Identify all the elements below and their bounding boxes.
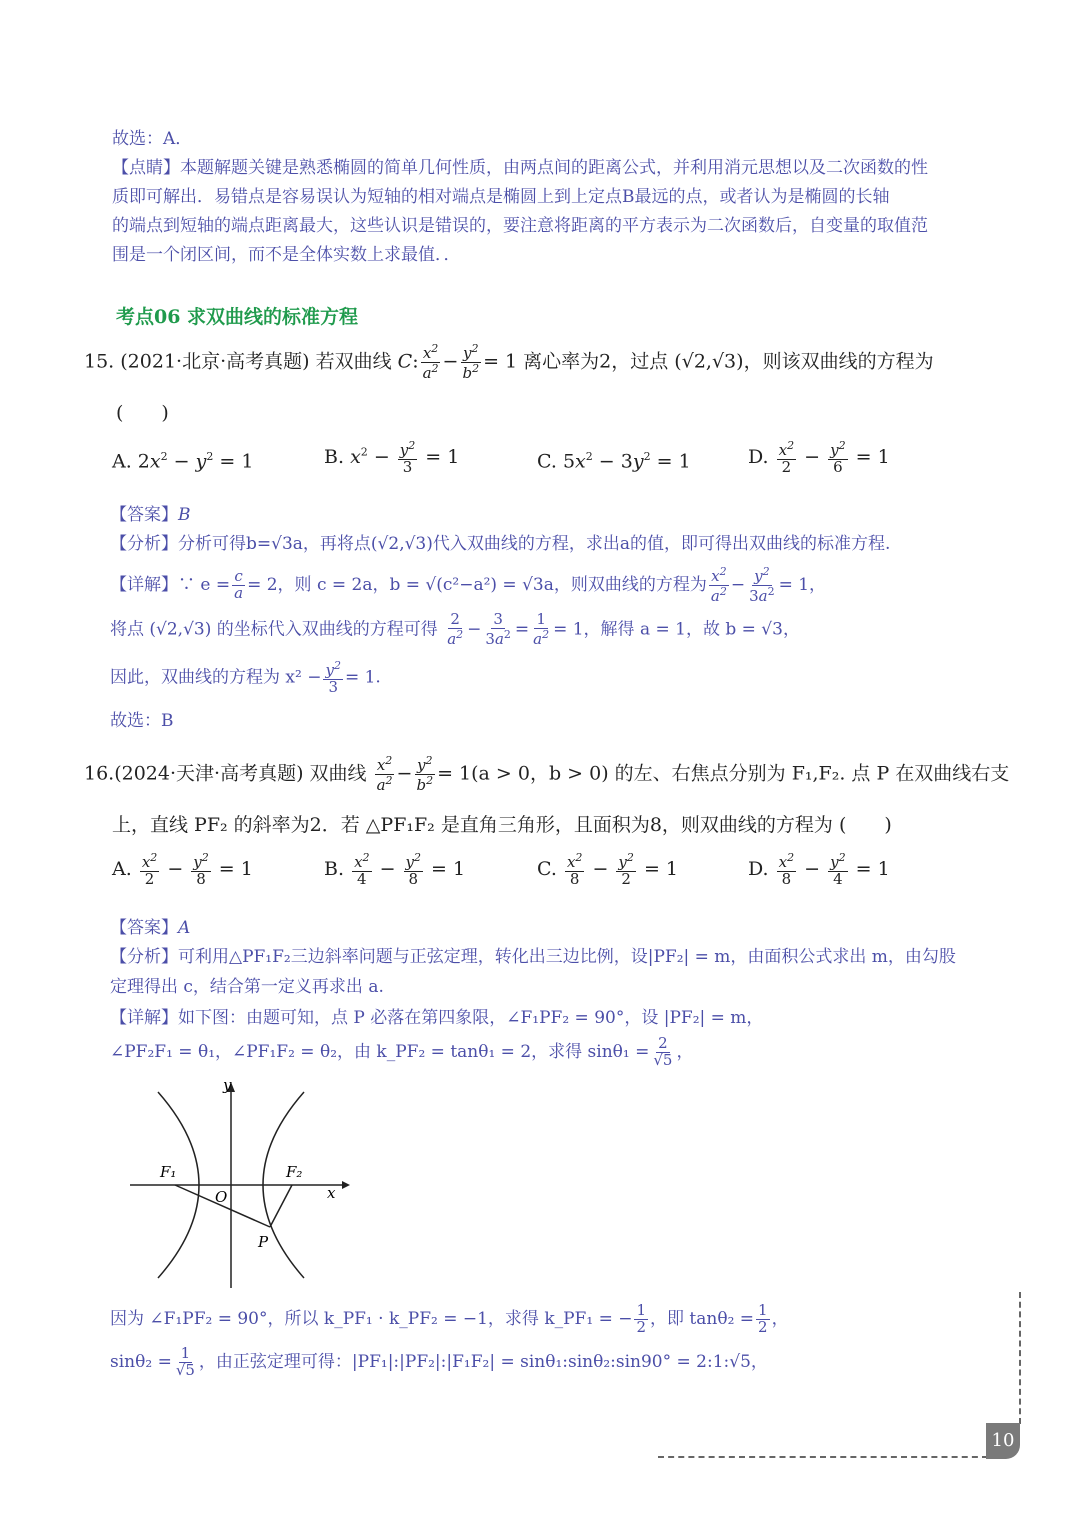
segment-pf2 (270, 1185, 292, 1227)
section-heading: 考点06 求双曲线的标准方程 (116, 306, 359, 328)
q15-detail-2: 将点 (√2,√3) 的坐标代入双曲线的方程可得 $\frac{2}{a^2}$ − $\frac{3}{3a^2}$ = $\frac{1}{a^2}$ = 1，解得 a = 1，故 b = √3， (110, 610, 800, 648)
q15-paren: ( ) (116, 402, 169, 424)
f1-label: F₁ (160, 1163, 177, 1181)
x-axis-arrow (342, 1181, 350, 1189)
q16-answer: 【答案】A (110, 918, 191, 938)
q15-stem: 15. (2021·北京·高考真题) 若双曲线 C: $\frac{x^2}{a^2}$ − $\frac{y^2}{b^2}$ = 1 离心率为2，过点 (√2,√3)，则该双曲线的方程为 (84, 342, 934, 382)
q16-option-c: C. $\frac{x^2}{8}$ − $\frac{y^2}{2}$ = 1 (537, 851, 678, 888)
q15-option-c: C. $5x^2 - 3y^2 = 1$ (537, 450, 691, 473)
q15-detail-1: 【详解】∵ e = $\frac{c}{a}$ = 2，则 c = 2a，b = √(c²−a²) = √3a，则双曲线的方程为 $\frac{x^2}{a^2}$ − $\frac{y^2}{3a^2}$ = 1， (110, 565, 827, 605)
prev-answer-line: 故选：A． (112, 129, 193, 149)
q15-detail-3: 因此，双曲线的方程为 x² − $\frac{y^2}{3}$ = 1. (110, 659, 381, 696)
p-label: P (258, 1233, 269, 1251)
q15-answer: 【答案】B (110, 505, 191, 525)
q16-option-b: B. $\frac{x^2}{4}$ − $\frac{y^2}{8}$ = 1 (324, 851, 466, 888)
q15-option-d: D. $\frac{x^2}{2}$ − $\frac{y^2}{6}$ = 1 (748, 439, 890, 476)
q16-detail-3: 因为 ∠F₁PF₂ = 90°，所以 k_PF₁ · k_PF₂ = −1，求得 k_PF₁ = − $\frac{1}{2}$ ，即 tanθ₂ = $\frac{1}{2}$ ， (110, 1301, 789, 1336)
page-border-vertical (1019, 1292, 1021, 1424)
q15-text-a: 若双曲线 (315, 350, 392, 373)
y-label: y (223, 1076, 232, 1094)
q15-option-b: B. $x^2$ − $\frac{y^2}{3}$ = 1 (324, 439, 460, 476)
note-tag: 【点睛】 (112, 158, 180, 178)
q15-number: 15. (84, 350, 115, 373)
q15-source: (2021·北京·高考真题) (120, 350, 310, 373)
hyperbola-figure (120, 1074, 350, 1294)
q16-option-d: D. $\frac{x^2}{8}$ − $\frac{y^2}{4}$ = 1 (748, 851, 890, 888)
q16-stem: 16.(2024·天津·高考真题) 双曲线 $\frac{x^2}{a^2}$ − $\frac{y^2}{b^2}$ = 1(a > 0，b > 0) 的左、右焦点分别为 F₁,F₂. 点 P 在双曲线右支 (84, 754, 1010, 794)
x-label: x (327, 1184, 336, 1202)
q15-final: 故选：B (110, 711, 174, 731)
f2-label: F₂ (286, 1163, 303, 1181)
prev-note-line-4: 围是一个闭区间，而不是全体实数上求最值．． (112, 245, 461, 265)
page-border-horizontal (658, 1456, 988, 1458)
prev-note-line-1 (112, 153, 928, 178)
prev-note-line-2: 质即可解出．易错点是容易误认为短轴的相对端点是椭圆上到上定点B最远的点，或者认为是椭圆的长轴 (112, 187, 890, 207)
q15-text-c: ，则该双曲线的方程为 (743, 350, 934, 373)
q16-line2: 上，直线 PF₂ 的斜率为2．若 △PF₁F₂ 是直角三角形，且面积为8，则双曲线的方程为 ( ) (112, 814, 892, 836)
q16-option-a: A. $\frac{x^2}{2}$ − $\frac{y^2}{8}$ = 1 (112, 851, 253, 888)
q15-analysis: 【分析】分析可得b=√3a，再将点(√2,√3)代入双曲线的方程，求出a的值，即可得出双曲线的标准方程. (110, 534, 891, 554)
q16-detail-1: 【详解】如下图：由题可知，点 P 必落在第四象限，∠F₁PF₂ = 90°，设 |PF₂| = m， (110, 1008, 764, 1028)
q16-detail-4: sinθ₂ = $\frac{1}{√5}$ ，由正弦定理可得：|PF₁|:|PF₂|:|F₁F₂| = sinθ₁:sinθ₂:sin90° = 2:1:√5， (110, 1344, 768, 1379)
q16-analysis-1: 【分析】可利用△PF₁F₂三边斜率问题与正弦定理，转化出三边比例，设|PF₂| = m，由面积公式求出 m，由勾股 (110, 947, 956, 967)
q15-text-b: 离心率为2，过点 (523, 350, 669, 373)
note-text-1: 本题解题关键是熟悉椭圆的简单几何性质，由两点间的距离公式，并利用消元思想以及二次函数的性 (180, 158, 928, 178)
page-number: 10 (986, 1423, 1020, 1459)
q16-analysis-2: 定理得出 c，结合第一定义再求出 a. (110, 977, 384, 997)
q16-detail-2: ∠PF₂F₁ = θ₁，∠PF₁F₂ = θ₂，由 k_PF₂ = tanθ₁ = 2，求得 sinθ₁ = $\frac{2}{√5}$ ， (110, 1034, 694, 1069)
q15-option-a: A. $2x^2 - y^2 = 1$ (112, 450, 254, 473)
prev-note-line-3: 的端点到短轴的端点距离最大，这些认识是错误的，要注意将距离的平方表示为二次函数后，自变量的取值范 (112, 216, 928, 236)
origin-label: O (215, 1188, 228, 1206)
